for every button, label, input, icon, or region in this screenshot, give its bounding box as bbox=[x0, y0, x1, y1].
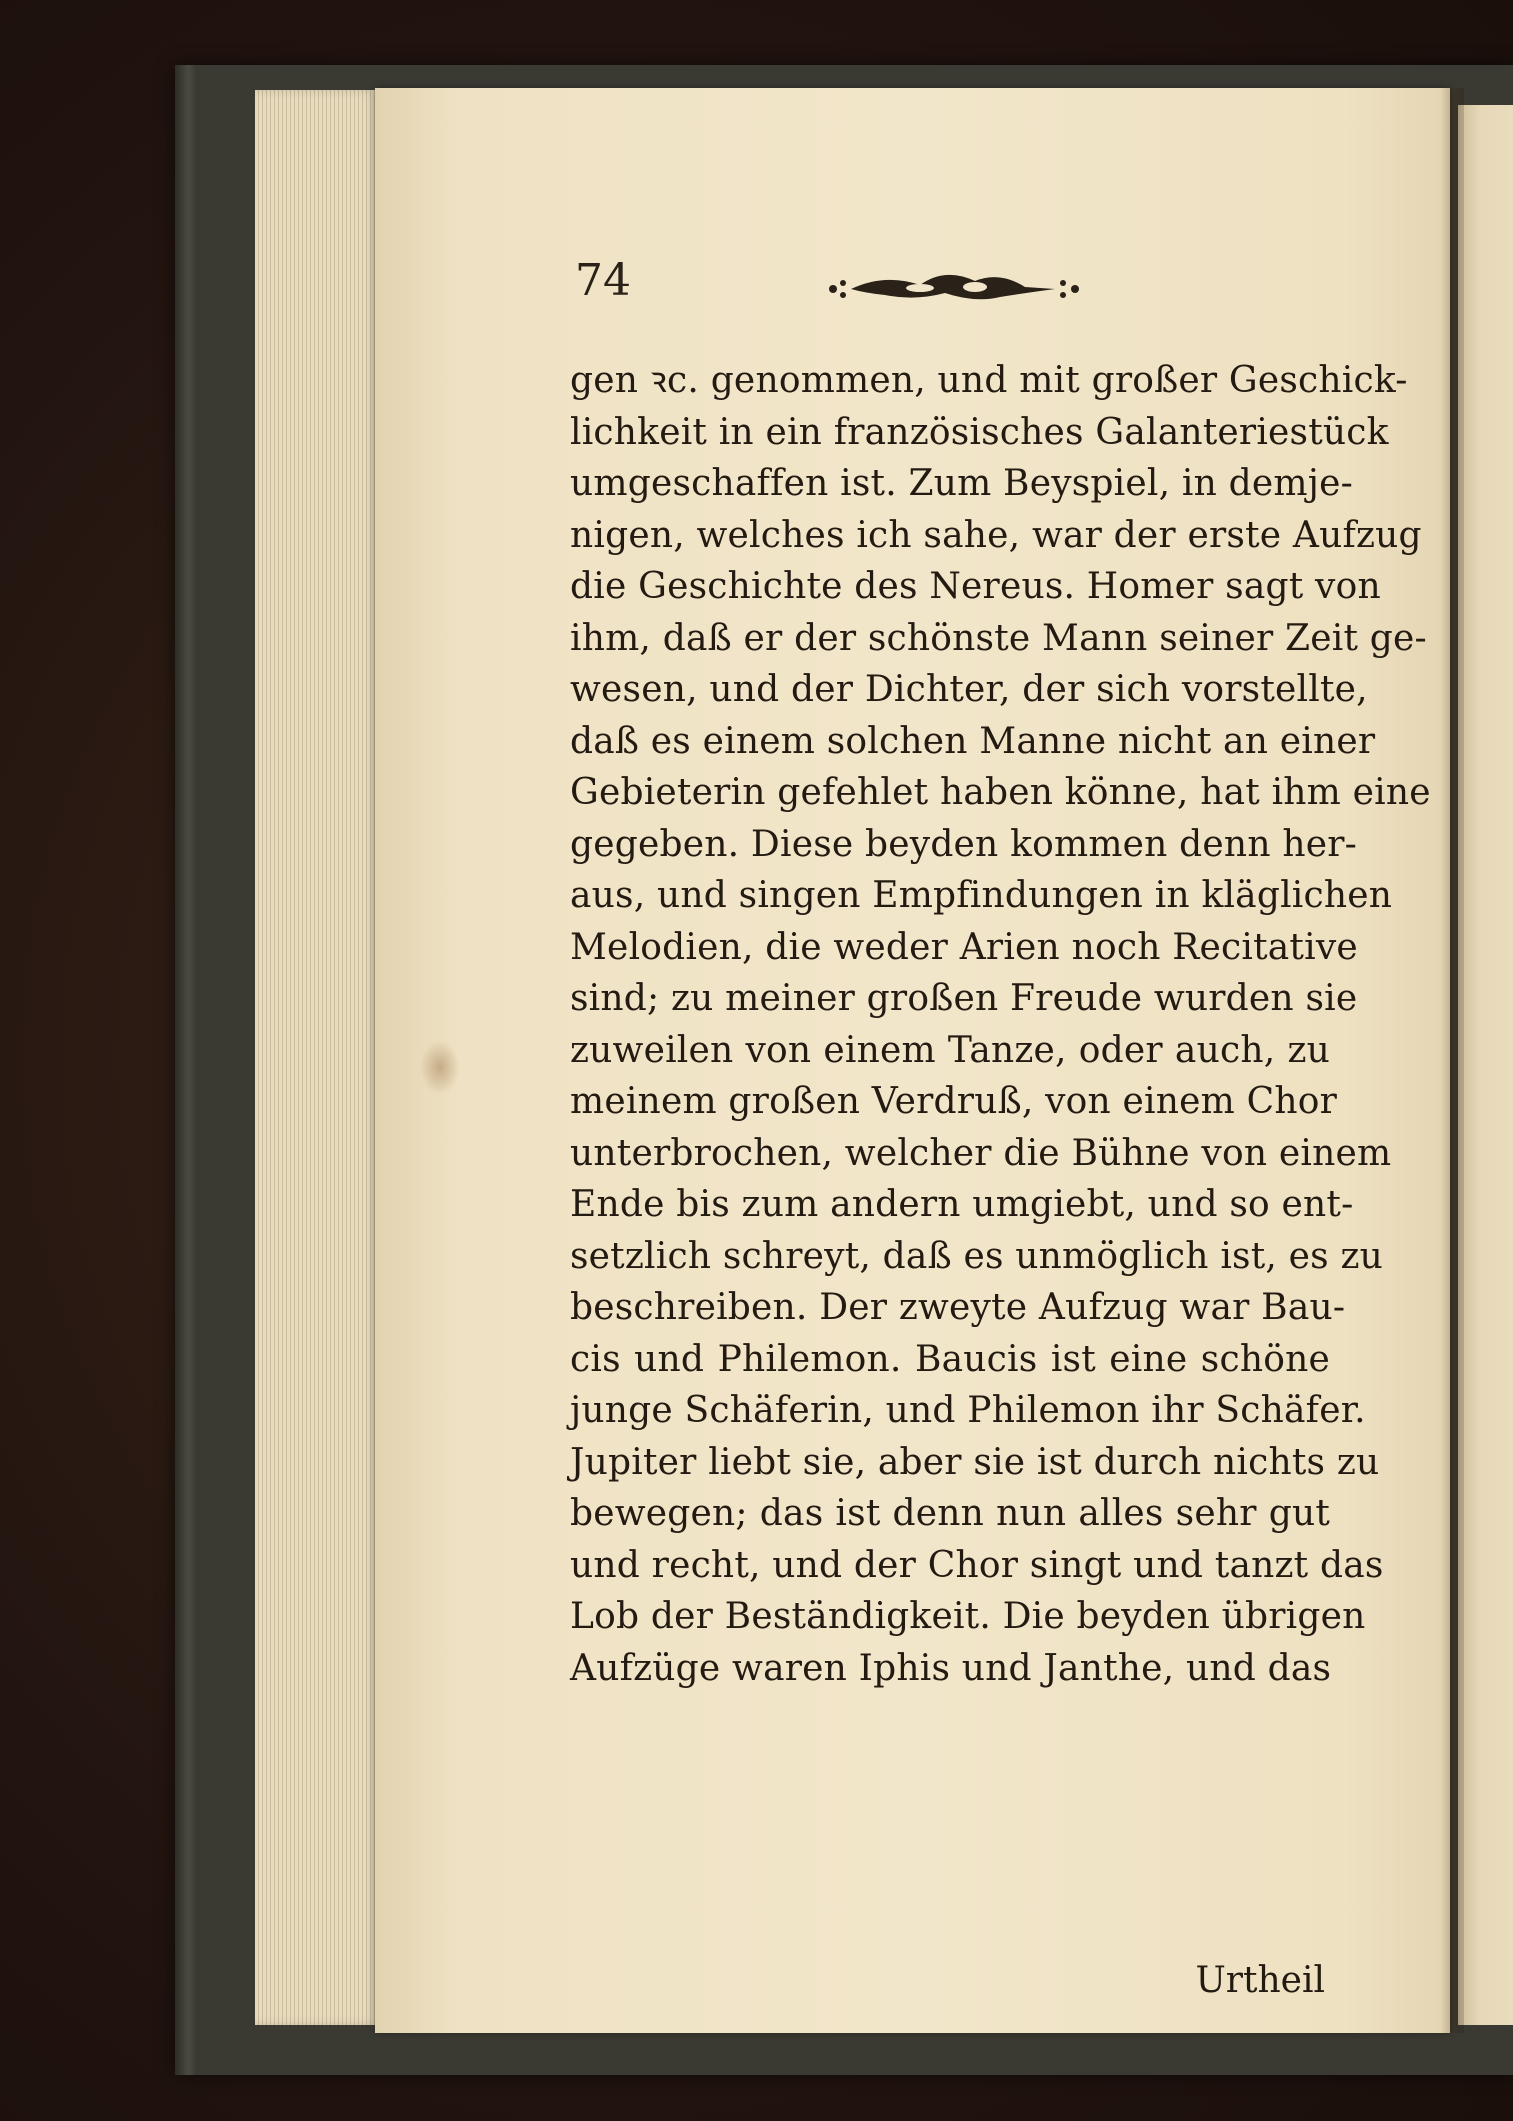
book-spine-edge bbox=[175, 65, 197, 2075]
gutter-shadow bbox=[1440, 88, 1464, 2033]
text-line: ihm, daß er der schönste Mann seiner Zeit ge- bbox=[570, 617, 1427, 659]
text-line: Gebieterin gefehlet haben könne, hat ihm eine bbox=[570, 772, 1431, 813]
page-header bbox=[575, 255, 1335, 315]
text-line: Ende bis zum andern umgiebt, und so ent- bbox=[570, 1184, 1354, 1225]
text-line: meinem großen Verdruß, von einem Chor bbox=[570, 1081, 1338, 1122]
text-line: cis und Philemon. Baucis ist eine schöne bbox=[570, 1338, 1330, 1380]
text-line: gegeben. Diese beyden kommen denn her- bbox=[570, 823, 1358, 865]
ornament-icon bbox=[825, 259, 1085, 309]
text-line: gen ꝛc. genommen, und mit großer Geschick- bbox=[570, 360, 1408, 401]
text-line: unterbrochen, welcher die Bühne von einem bbox=[570, 1132, 1392, 1174]
text-line: bewegen; das ist denn nun alles sehr gut bbox=[570, 1493, 1330, 1534]
text-line: beschreiben. Der zweyte Aufzug war Bau- bbox=[570, 1287, 1346, 1328]
text-line: Jupiter liebt sie, aber sie ist durch nichts zu bbox=[570, 1441, 1380, 1483]
text-line: sind; zu meiner großen Freude wurden sie bbox=[570, 978, 1358, 1019]
text-line: die Geschichte des Nereus. Homer sagt von bbox=[570, 566, 1381, 607]
facing-page-edge bbox=[1458, 105, 1513, 2025]
text-line: daß es einem solchen Manne nicht an einer bbox=[570, 720, 1376, 762]
text-line: und recht, und der Chor singt und tanzt das bbox=[570, 1544, 1384, 1586]
text-line: wesen, und der Dichter, der sich vorstellte, bbox=[570, 669, 1368, 710]
page-body-text bbox=[570, 355, 1431, 1694]
paper-stain bbox=[420, 1040, 460, 1095]
page-stack-edges bbox=[255, 90, 380, 2025]
text-line: aus, und singen Empfindungen in kläglichen bbox=[570, 875, 1393, 916]
text-line: lichkeit in ein französisches Galanteriestück bbox=[570, 411, 1389, 453]
text-line: umgeschaffen ist. Zum Beyspiel, in demje- bbox=[570, 463, 1353, 504]
text-line: Lob der Beständigkeit. Die beyden übrigen bbox=[570, 1596, 1366, 1637]
text-line: nigen, welches ich sahe, war der erste Aufzug bbox=[570, 514, 1422, 556]
page-number: 74 bbox=[575, 255, 631, 306]
text-line: setzlich schreyt, daß es unmöglich ist, es zu bbox=[570, 1235, 1384, 1277]
text-line: Melodien, die weder Arien noch Recitative bbox=[570, 926, 1358, 968]
text-line: junge Schäferin, und Philemon ihr Schäfer. bbox=[570, 1390, 1366, 1431]
text-line: zuweilen von einem Tanze, oder auch, zu bbox=[570, 1029, 1330, 1071]
text-line: Aufzüge waren Iphis und Janthe, und das bbox=[570, 1647, 1332, 1689]
catchword: Urtheil bbox=[1195, 1960, 1325, 2001]
